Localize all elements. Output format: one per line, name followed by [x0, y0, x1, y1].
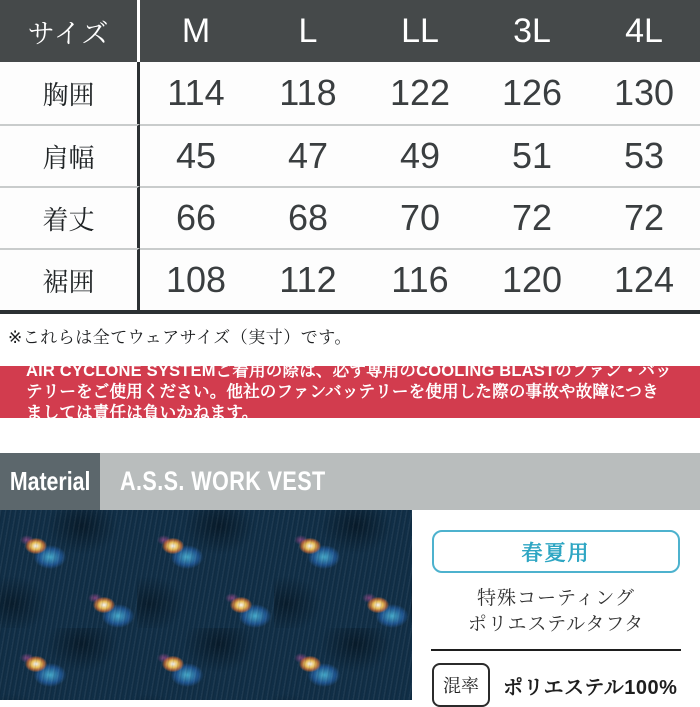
fabric-description: [412, 586, 700, 638]
size-value-cell: 72: [588, 186, 700, 248]
warning-banner: [0, 361, 700, 422]
info-divider: [431, 649, 681, 651]
size-table-corner-label: サイズ: [0, 0, 140, 62]
row-label-length: 着丈: [0, 186, 140, 248]
row-label-chest: 胸囲: [0, 62, 140, 124]
fabric-description-line: 特殊コーティング: [476, 588, 636, 609]
mix-label-box: 混率: [432, 663, 490, 707]
size-value-cell: 116: [364, 248, 476, 310]
row-label-hem: 裾囲: [0, 248, 140, 310]
mix-row: [432, 663, 700, 707]
size-value-cell: 120: [476, 248, 588, 310]
material-info-panel: [412, 510, 700, 700]
fabric-swatch-image: [0, 510, 412, 700]
size-value-cell: 118: [252, 62, 364, 124]
row-label-shoulder: 肩幅: [0, 124, 140, 186]
size-value-cell: 45: [140, 124, 252, 186]
material-section-header: [0, 453, 700, 510]
size-value-cell: 114: [140, 62, 252, 124]
warning-text: AIR CYCLONE SYSTEMご着用の際は、必ず専用のCOOLING BLASTのファン・バッテリーをご使用ください。他社のファンバッテリーを使用した際の事故や故障につきましては責任は負いかねます。: [26, 361, 672, 422]
size-value-cell: 124: [588, 248, 700, 310]
material-tag-label: Material: [9, 466, 91, 496]
material-tag: [0, 453, 100, 510]
size-value-cell: 53: [588, 124, 700, 186]
size-column-header: M: [140, 0, 252, 62]
size-column-header: LL: [364, 0, 476, 62]
size-column-header: 3L: [476, 0, 588, 62]
size-value-cell: 49: [364, 124, 476, 186]
material-title-bar: [100, 453, 700, 510]
size-column-header: 4L: [588, 0, 700, 62]
size-value-cell: 68: [252, 186, 364, 248]
size-value-cell: 72: [476, 186, 588, 248]
size-value-cell: 130: [588, 62, 700, 124]
mix-value: ポリエステル100%: [503, 676, 678, 699]
size-value-cell: 122: [364, 62, 476, 124]
size-table: [0, 0, 700, 314]
size-value-cell: 108: [140, 248, 252, 310]
season-badge: 春夏用: [432, 530, 680, 573]
material-title: A.S.S. WORK VEST: [120, 466, 326, 496]
size-value-cell: 51: [476, 124, 588, 186]
fabric-description-line: ポリエステルタフタ: [467, 614, 645, 635]
size-column-header: L: [252, 0, 364, 62]
size-note: ※これらは全てウェアサイズ（実寸）です。: [8, 328, 352, 347]
size-value-cell: 70: [364, 186, 476, 248]
size-value-cell: 112: [252, 248, 364, 310]
material-detail-row: [0, 510, 700, 700]
size-value-cell: 47: [252, 124, 364, 186]
size-value-cell: 126: [476, 62, 588, 124]
size-value-cell: 66: [140, 186, 252, 248]
